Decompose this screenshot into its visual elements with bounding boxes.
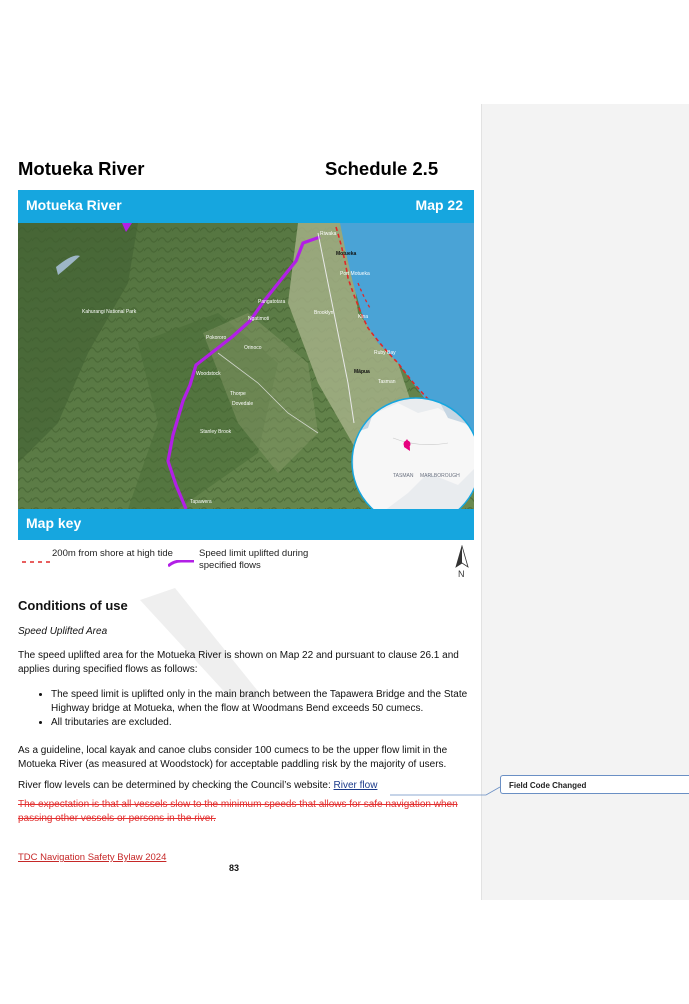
inset-label-tasman: TASMAN	[393, 473, 414, 479]
map-key-title: Map key	[26, 515, 82, 531]
comment-balloon[interactable]: Field Code Changed	[500, 775, 689, 794]
label-pokororo: Pokororo	[206, 335, 227, 341]
label-ruby-bay: Ruby Bay	[374, 350, 396, 356]
label-dovedale: Dovedale	[232, 401, 254, 407]
list-item: • The speed limit is uplifted only in the main branch between the Tapawera Bridge and the State Highway bridge at Motueka, when the flow at Woodmans Bend exceeds 50 cumecs.	[51, 688, 481, 716]
intro-paragraph: The speed uplifted area for the Motueka River is shown on Map 22 and pursuant to clause 26.1 and applies during specified flows as follows:	[18, 650, 459, 675]
north-label: N	[458, 569, 465, 579]
uplifted-route-label: Speed limit uplifted during specified flows	[199, 548, 309, 571]
label-ngatimoti: Ngatimoti	[248, 316, 270, 322]
label-riwaka: Riwaka	[320, 231, 337, 237]
conditions-list	[18, 688, 481, 730]
page-number: 83	[229, 863, 240, 873]
north-arrow-icon	[453, 545, 471, 579]
river-flow-paragraph	[18, 779, 473, 793]
list-item: • All tributaries are excluded.	[51, 716, 481, 730]
map-image	[18, 223, 474, 509]
label-brooklyn: Brooklyn	[314, 310, 334, 316]
river-flow-link[interactable]: River flow	[333, 780, 378, 791]
map-number: Map 22	[415, 197, 463, 213]
map-22	[18, 190, 474, 540]
map-footer	[18, 509, 474, 540]
uplifted-route-swatch	[168, 560, 194, 568]
guideline-paragraph: As a guideline, local kayak and canoe clubs consider 100 cumecs to be the upper flow limit in the Motueka River (as measured at Woodstock) for acceptable paddling risk by the majority of users.	[18, 745, 448, 770]
page-title: Motueka River	[18, 158, 145, 179]
section-heading: Conditions of use	[18, 598, 128, 613]
shore-buffer-swatch	[22, 560, 50, 564]
label-woodstock: Woodstock	[196, 371, 221, 377]
deleted-text: The expectation is that all vessels slow to the minimum speeds that allows for safe navigation when passing other vessels or persons in the river.	[18, 799, 458, 824]
schedule-number: Schedule 2.5	[325, 158, 439, 179]
label-tasman: Tasman	[378, 379, 396, 385]
map-header	[18, 190, 474, 223]
map-key	[18, 548, 478, 588]
label-thorpe: Thorpe	[230, 391, 246, 397]
inset-label-marlborough: MARLBOROUGH	[420, 473, 460, 479]
label-pangatotara: Pangatotara	[258, 299, 286, 305]
label-kina: Kina	[358, 314, 369, 320]
label-port-motueka: Port Motueka	[340, 271, 370, 277]
map-header-title: Motueka River	[26, 197, 122, 213]
label-mapua: Māpua	[354, 369, 370, 375]
label-motueka: Motueka	[336, 251, 357, 257]
label-orinoco: Orinoco	[244, 345, 262, 351]
subheading: Speed Uplifted Area	[18, 626, 108, 637]
shore-buffer-label: 200m from shore at high tide	[52, 548, 173, 559]
river-flow-text: River flow levels can be determined by checking the Council’s website:	[18, 780, 334, 791]
label-kahurangi: Kahurangi National Park	[82, 309, 137, 315]
label-stanley-brook: Stanley Brook	[200, 429, 232, 435]
doc-footer-name: TDC Navigation Safety Bylaw 2024	[18, 852, 167, 863]
label-tapawera: Tapawera	[190, 499, 212, 505]
